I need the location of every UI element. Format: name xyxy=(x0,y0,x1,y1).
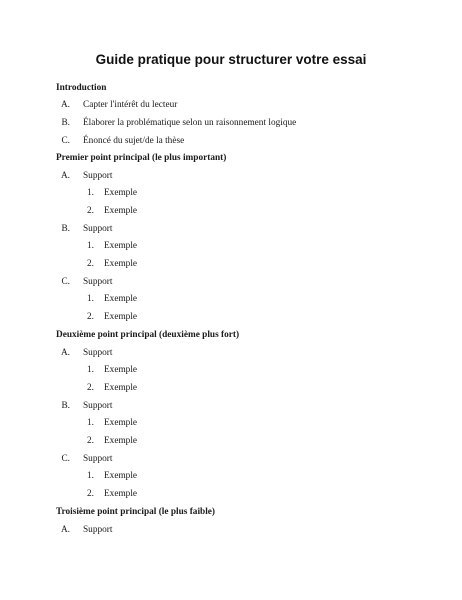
list-marker: 2. xyxy=(87,383,94,393)
list-marker: 2. xyxy=(87,312,94,322)
list-item xyxy=(50,276,112,288)
list-item xyxy=(50,400,112,412)
list-subitem-text: Exemple xyxy=(104,259,138,269)
list-item-text: Support xyxy=(83,525,113,535)
list-subitem-text: Exemple xyxy=(104,489,138,499)
section-heading-first-point: Premier point principal (le plus important) xyxy=(56,153,227,163)
list-marker: A. xyxy=(60,525,70,535)
list-subitem xyxy=(79,382,137,394)
list-marker: C. xyxy=(61,454,70,464)
list-marker: 2. xyxy=(87,436,94,446)
list-subitem-text: Exemple xyxy=(104,436,138,446)
list-subitem xyxy=(79,311,137,323)
list-subitem xyxy=(79,258,137,270)
list-subitem-text: Exemple xyxy=(104,365,138,375)
list-marker: 1. xyxy=(87,294,94,304)
list-subitem-text: Exemple xyxy=(104,241,138,251)
list-marker: 1. xyxy=(87,188,94,198)
list-marker: 2. xyxy=(87,206,94,216)
document-title: Guide pratique pour structurer votre essai xyxy=(95,52,367,67)
list-item xyxy=(50,117,296,129)
list-item xyxy=(50,453,112,465)
list-marker: 1. xyxy=(87,418,94,428)
list-item-text: Énoncé du sujet/de la thèse xyxy=(83,136,185,146)
section-heading-second-point: Deuxième point principal (deuxième plus fort) xyxy=(56,330,240,340)
list-item-text: Support xyxy=(83,171,113,181)
list-subitem xyxy=(79,470,137,482)
list-item xyxy=(50,223,112,235)
list-marker: A. xyxy=(60,100,70,110)
list-marker: C. xyxy=(61,277,70,287)
list-subitem xyxy=(79,240,137,252)
list-marker: 2. xyxy=(87,489,94,499)
list-item-text: Support xyxy=(83,224,113,234)
list-item xyxy=(50,347,112,359)
list-subitem xyxy=(79,364,137,376)
list-item xyxy=(50,524,112,536)
list-subitem xyxy=(79,293,137,305)
list-item-text: Support xyxy=(83,277,113,287)
list-item xyxy=(50,135,184,147)
list-subitem-text: Exemple xyxy=(104,188,138,198)
section-heading-introduction: Introduction xyxy=(56,83,107,93)
list-subitem-text: Exemple xyxy=(104,471,138,481)
list-marker: A. xyxy=(60,348,70,358)
list-marker: 1. xyxy=(87,471,94,481)
section-heading-third-point: Troisième point principal (le plus faible) xyxy=(56,507,216,517)
list-subitem-text: Exemple xyxy=(104,383,138,393)
list-marker: 2. xyxy=(87,259,94,269)
list-marker: C. xyxy=(61,136,70,146)
list-subitem xyxy=(79,417,137,429)
list-marker: B. xyxy=(61,224,70,234)
list-marker: A. xyxy=(60,171,70,181)
list-marker: B. xyxy=(61,118,70,128)
list-subitem-text: Exemple xyxy=(104,294,138,304)
list-item-text: Support xyxy=(83,454,113,464)
list-subitem-text: Exemple xyxy=(104,312,138,322)
list-subitem xyxy=(79,205,137,217)
list-marker: B. xyxy=(61,401,70,411)
list-item-text: Support xyxy=(83,401,113,411)
list-item-text: Capter l'intérêt du lecteur xyxy=(83,100,178,110)
list-item xyxy=(50,170,112,182)
list-marker: 1. xyxy=(87,241,94,251)
list-item-text: Support xyxy=(83,348,113,358)
list-item xyxy=(50,99,177,111)
list-subitem xyxy=(79,435,137,447)
list-subitem-text: Exemple xyxy=(104,418,138,428)
list-subitem-text: Exemple xyxy=(104,206,138,216)
list-subitem xyxy=(79,187,137,199)
list-item-text: Élaborer la problématique selon un raisonnement logique xyxy=(83,118,297,128)
list-subitem xyxy=(79,488,137,500)
list-marker: 1. xyxy=(87,365,94,375)
